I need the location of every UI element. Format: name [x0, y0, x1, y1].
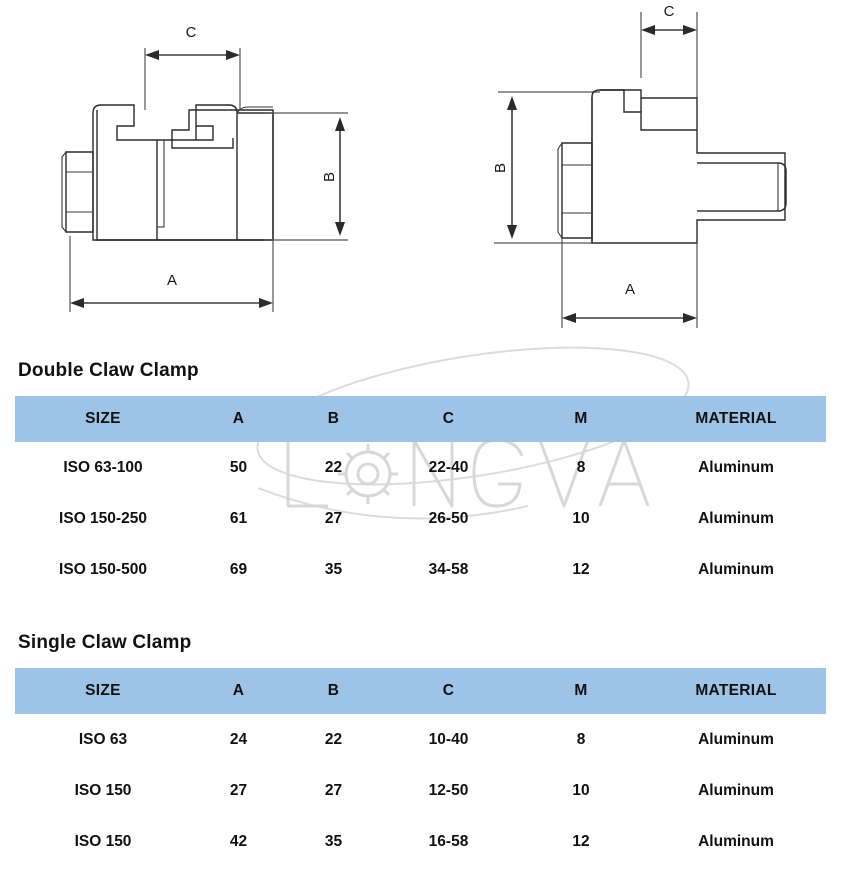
column-header-c: C [381, 396, 516, 442]
cell-m: 8 [576, 458, 586, 476]
cell-a: 42 [229, 832, 248, 850]
cell-material: Aluminum [698, 509, 774, 527]
cell-m: 10 [572, 509, 590, 527]
column-header-a: A [191, 668, 286, 714]
column-header-a: A [191, 396, 286, 442]
cell-material: Aluminum [698, 781, 774, 799]
double-claw-clamp-table [15, 396, 826, 595]
cell-c: 22-40 [428, 458, 469, 476]
cell-b: 35 [324, 560, 343, 578]
cell-m: 12 [572, 560, 590, 578]
dimension-label-b-left: B [320, 171, 338, 183]
cell-size: ISO 63-100 [63, 458, 143, 476]
cell-size: ISO 150-500 [59, 560, 147, 578]
dimension-label-c-right: C [663, 2, 675, 20]
cell-b: 35 [324, 832, 343, 850]
cell-m: 10 [572, 781, 590, 799]
cell-c: 16-58 [428, 832, 469, 850]
table-header-row [15, 668, 826, 714]
cell-b: 27 [324, 781, 343, 799]
cell-size: ISO 150 [74, 781, 132, 799]
cell-a: 27 [229, 781, 248, 799]
column-header-size: SIZE [15, 668, 191, 714]
cell-a: 61 [229, 509, 248, 527]
cell-c: 34-58 [428, 560, 469, 578]
column-header-material: MATERIAL [646, 668, 826, 714]
column-header-c: C [381, 668, 516, 714]
single-claw-clamp-table [15, 668, 826, 867]
cell-m: 8 [576, 730, 586, 748]
cell-a: 24 [229, 730, 248, 748]
dimension-label-b-right: B [491, 162, 509, 174]
cell-material: Aluminum [698, 458, 774, 476]
column-header-m: M [516, 668, 646, 714]
dimension-label-a-right: A [624, 280, 636, 298]
column-header-m: M [516, 396, 646, 442]
cell-m: 12 [572, 832, 590, 850]
technical-drawings-area [0, 0, 841, 352]
table-row [15, 714, 826, 765]
cell-c: 10-40 [428, 730, 469, 748]
double-claw-clamp-drawing [62, 24, 348, 312]
dimension-label-a-left: A [166, 271, 178, 289]
cell-size: ISO 150-250 [59, 509, 147, 527]
cell-material: Aluminum [698, 560, 774, 578]
cell-material: Aluminum [698, 730, 774, 748]
single-claw-clamp-drawing [492, 3, 786, 328]
cell-c: 26-50 [428, 509, 469, 527]
cell-c: 12-50 [428, 781, 469, 799]
cell-material: Aluminum [698, 832, 774, 850]
column-header-material: MATERIAL [646, 396, 826, 442]
cell-size: ISO 150 [74, 832, 132, 850]
cell-a: 50 [229, 458, 248, 476]
section-title-double: Double Claw Clamp [18, 360, 199, 381]
table-row [15, 493, 826, 544]
cell-size: ISO 63 [78, 730, 128, 748]
table-row [15, 544, 826, 595]
column-header-b: B [286, 668, 381, 714]
table-header-row [15, 396, 826, 442]
cell-a: 69 [229, 560, 248, 578]
table-row [15, 816, 826, 867]
cell-b: 27 [324, 509, 343, 527]
dimension-label-c-left: C [185, 23, 197, 41]
cell-b: 22 [324, 458, 343, 476]
column-header-b: B [286, 396, 381, 442]
table-row [15, 442, 826, 493]
section-title-single: Single Claw Clamp [18, 632, 192, 653]
table-row [15, 765, 826, 816]
column-header-size: SIZE [15, 396, 191, 442]
cell-b: 22 [324, 730, 343, 748]
